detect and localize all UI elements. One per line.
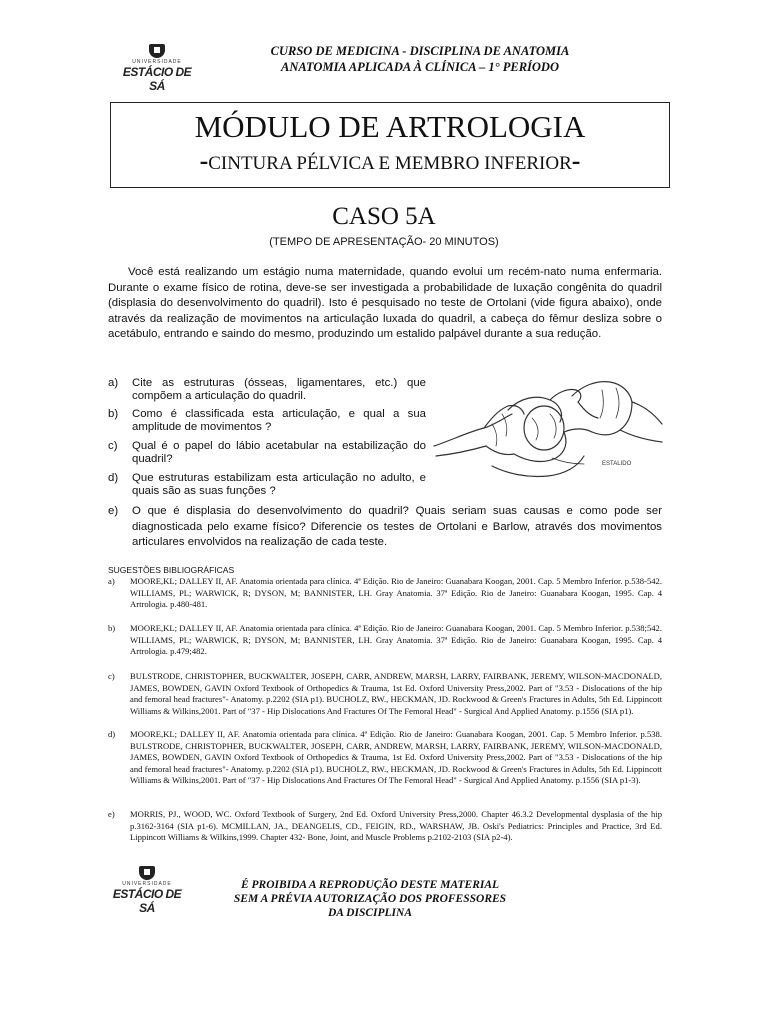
module-title-box	[110, 102, 670, 188]
question-text: Qual é o papel do lábio acetabular na estabilização do quadril?	[132, 440, 426, 466]
reference-text: MOORE,KL; DALLEY II, AF. Anatomia orientada para clínica. 4ª Edição. Rio de Janeiro: Guanabara Koogan, 2001. Cap. 5 Membro Inferior. p.538. BULSTRODE, CHRISTOPHER, BUCKWALTER, JOSEPH, CARR, ANDREW, MARSH, LARRY, FAIRBANK, JEREMY, WILSON-MACDONALD, JAMES, BOWDEN, GAVIN Oxford Textbook of Orthopedics & Trauma, 1st Ed. Oxford University Press,2002. Part of "3.53 - Dislocations of the hip and femoral head fractures"- Anatomy. p.2202 (SIA p1). BUCHOLZ, RW., HECKMAN, JD. Rockwood & Green's Fractures in Adults, 5th Ed. Lippincott Williams & Wilkins,2001. Part of "37 - Hip Dislocations And Fractures Of The Femoral Head" - Surgical And Applied Anatomy. p.1556 (SIA p1-3).	[130, 729, 662, 785]
question-letter: c)	[108, 440, 118, 452]
footer-notice-line3: DA DISCIPLINA	[327, 907, 413, 919]
reference-text: MOORE,KL; DALLEY II, AF. Anatomia orientada para clínica. 4ª Edição. Rio de Janeiro: Guanabara Koogan, 2001. Cap. 5 Membro Inferior. p.538-542. WILLIAMS, PL; WARWICK, R; DYSON, M; BANNISTER, LH. Gray Anatomia. 37ª Edição. Rio de Janeiro: Guanabara Koogan, 1995. Cap. 4 Artrologia. p.480-481.	[130, 576, 662, 609]
question-text: Cite as estruturas (ósseas, ligamentares, etc.) que compõem a articulação do quadril.	[132, 377, 426, 403]
question-c	[108, 440, 426, 468]
reference-text: MORRIS, PJ., WOOD, WC. Oxford Textbook of Surgery, 2nd Ed. Oxford University Press,2000. Chapter 46.3.2 Developmental dysplasia of the hip p.3162-3164 (SIA p1-6). MCMILLAN, JA., DEANGELIS, CD., FEIGIN, RD., WARSHAW, JB. Oski's Pediatrics: Principles and Practice, 3rd Ed. Lippincott Williams & Wilkins,1999. Chapter 432- Bone, Joint, and Muscle Problems p.2102-2103 (SIA p2-4).	[130, 809, 662, 842]
reference-c	[108, 671, 662, 729]
question-text: Que estruturas estabilizam esta articulação no adulto, e quais são as suas funções ?	[132, 472, 426, 498]
reference-letter: d)	[108, 729, 116, 739]
reference-d	[108, 729, 662, 809]
ortolani-figure	[432, 370, 664, 490]
footer-notice-line1: É PROIBIDA A REPRODUÇÃO DESTE MATERIAL	[240, 879, 500, 891]
question-text: Como é classificada esta articulação, e qual a sua amplitude de movimentos ?	[132, 408, 426, 434]
subtitle-dash-left: -	[199, 146, 209, 175]
subtitle-text: CINTURA PÉLVICA E MEMBRO INFERIOR	[208, 153, 572, 174]
question-e	[108, 504, 662, 552]
reference-letter: e)	[108, 809, 115, 819]
logo-university-text: UNIVERSIDADE	[132, 59, 182, 65]
reference-letter: b)	[108, 623, 116, 633]
figure-label: ESTALIDO	[602, 461, 632, 467]
reference-text: BULSTRODE, CHRISTOPHER, BUCKWALTER, JOSEPH, CARR, ANDREW, MARSH, LARRY, FAIRBANK, JEREMY, WILSON-MACDONALD, JAMES, BOWDEN, GAVIN Oxford Textbook of Orthopedics & Trauma, 1st Ed. Oxford University Press,2002. Part of "3.53 - Dislocations of the hip and femoral head fractures"- Anatomy. p.2202 (SIA p1). BUCHOLZ, RW., HECKMAN, JD. Rockwood & Green's Fractures in Adults, 5th Ed. Lippincott Williams & Wilkins,2001. Part of "37 - Hip Dislocations And Fractures Of The Femoral Head" - Surgical And Applied Anatomy. p.1556 (SIA p1).	[130, 671, 662, 716]
footer-university-logo	[108, 866, 186, 915]
case-time: (TEMPO DE APRESENTAÇÃO- 20 MINUTOS)	[269, 236, 499, 248]
references-title: SUGESTÕES BIBLIOGRÁFICAS	[108, 565, 235, 575]
subtitle-dash-right: -	[571, 146, 581, 175]
intro-paragraph: Você está realizando um estágio numa maternidade, quando evolui um recém-nato numa enfermaria. Durante o exame físico de rotina, deve-se ser investigada a probabilidade de luxação congênita do quadril (displasia do desenvolvimento do quadril). Isto é pesquisado no teste de Ortolani (vide figura abaixo), onde através da realização de movimentos na articulação luxada do quadril, a cabeça do fêmur desliza sobre o acetábulo, entrando e saindo do mesmo, produzindo um estalido palpável durante a sua redução.	[108, 266, 662, 341]
reference-letter: a)	[108, 576, 115, 586]
question-letter: b)	[108, 408, 119, 420]
reference-letter: c)	[108, 671, 115, 681]
course-subheader: ANATOMIA APLICADA À CLÍNICA – 1° PERÍODO	[281, 60, 559, 74]
reference-a	[108, 576, 662, 622]
reference-text: MOORE,KL; DALLEY II, AF. Anatomia orientada para clínica. 4ª Edição. Rio de Janeiro: Guanabara Koogan, 2001. Cap. 5 Membro Inferior. p.538;542. WILLIAMS, PL; WARWICK, R; DYSON, M; BANNISTER, LH. Gray Anatomia. 37ª Edição. Rio de Janeiro: Guanabara Koogan, 1995. Cap. 4 Artrologia. p.479;482.	[130, 623, 662, 656]
reference-b	[108, 623, 662, 669]
question-letter: d)	[108, 472, 119, 484]
logo-name-text: ESTÁCIO DE SÁ	[112, 887, 182, 915]
reference-e	[108, 809, 662, 855]
question-text: O que é displasia do desenvolvimento do quadril? Quais seriam suas causas e como pode ser diagnosticada pelo exame físico? Diferencie os testes de Ortolani e Barlow, através dos movimentos articulares envolvidos na realização de cada teste.	[132, 505, 662, 549]
logo-university-text: UNIVERSIDADE	[122, 881, 172, 887]
module-subtitle	[111, 146, 669, 176]
question-d	[108, 472, 426, 500]
question-letter: a)	[108, 377, 119, 389]
course-header: CURSO DE MEDICINA - DISCIPLINA DE ANATOMIA	[270, 44, 570, 58]
module-title: MÓDULO DE ARTROLOGIA	[194, 109, 586, 144]
question-letter: e)	[108, 505, 119, 517]
hands-hip-illustration	[432, 370, 664, 490]
logo-name-text: ESTÁCIO DE SÁ	[122, 65, 192, 93]
question-b	[108, 408, 426, 436]
case-title: CASO 5A	[332, 203, 436, 230]
question-a	[108, 377, 426, 405]
shield-icon	[139, 866, 155, 880]
footer-notice-line2: SEM A PRÉVIA AUTORIZAÇÃO DOS PROFESSORES	[233, 893, 507, 905]
